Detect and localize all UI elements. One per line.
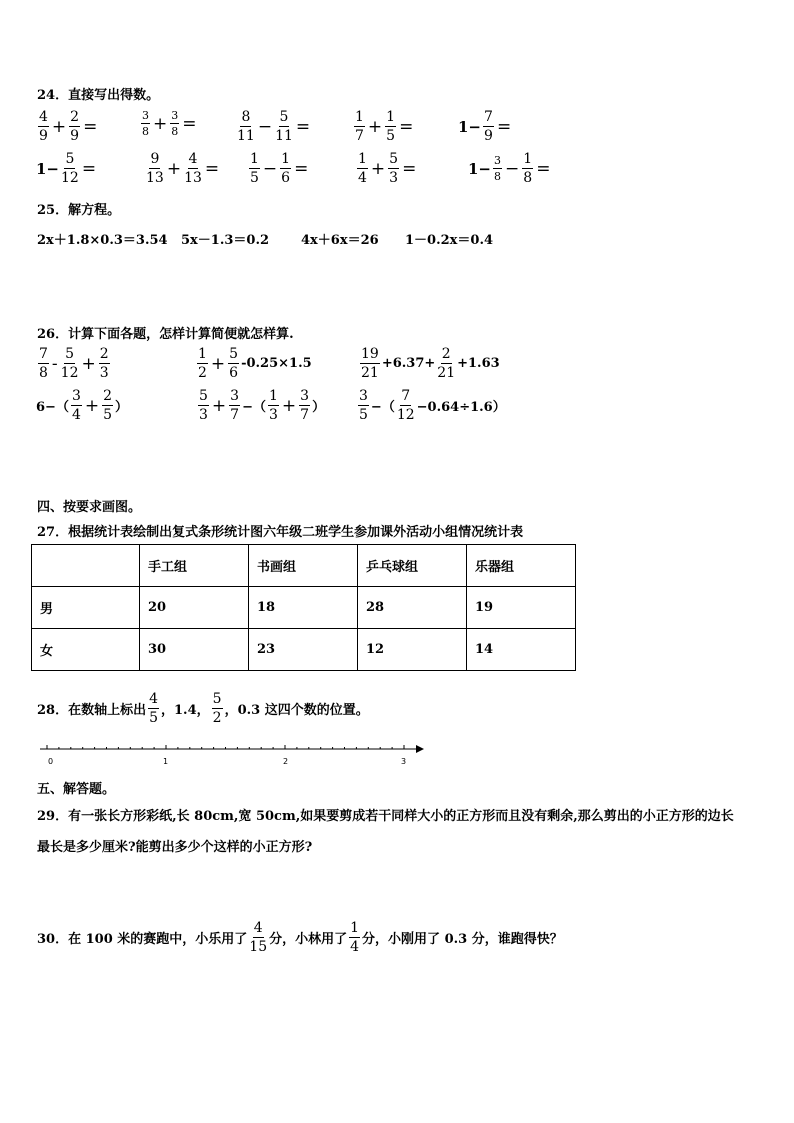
prefix: 1− [468, 159, 492, 178]
fraction [99, 347, 110, 380]
fraction [349, 921, 360, 954]
question-30 [37, 921, 563, 954]
fraction [280, 152, 291, 185]
fraction [61, 152, 79, 185]
arrow-right-icon [416, 745, 424, 753]
numerator: 4 [39, 109, 48, 125]
equation-1: 2x＋1.8×0.3＝3.54 [37, 233, 168, 248]
q24-item-3 [235, 110, 311, 143]
numerator: 1 [269, 388, 278, 404]
denominator: 12 [61, 170, 79, 186]
numerator: 3 [359, 388, 368, 404]
denominator: 3 [199, 407, 208, 423]
equals-sign: = [294, 158, 309, 179]
denominator: 4 [358, 170, 367, 186]
operator: − [262, 158, 278, 179]
q24-item-2 [139, 110, 198, 137]
fraction [237, 110, 255, 143]
fraction [170, 110, 179, 137]
table-header-cell: 乐器组 [467, 545, 576, 587]
numerator: 3 [71, 388, 81, 404]
numerator: 1 [281, 151, 291, 167]
numerator: 5 [389, 151, 399, 167]
denominator: 6 [281, 170, 291, 186]
q24-item-10 [468, 152, 551, 185]
fraction [229, 389, 240, 422]
expression-middle: +6.37+ [381, 356, 436, 371]
q26-expression-3 [358, 347, 500, 380]
denominator: 7 [230, 407, 240, 423]
fraction [493, 155, 502, 182]
numerator: 3 [230, 388, 240, 404]
table-cell: 20 [140, 587, 249, 629]
question-30-text: 分，小刚用了 0.3 分，谁跑得快？ [362, 932, 563, 947]
table-cell: 19 [467, 587, 576, 629]
expression-prefix: 6−（ [36, 400, 69, 415]
numerator: 5 [229, 346, 239, 362]
equals-sign: = [81, 158, 97, 179]
table-header-cell [32, 545, 140, 587]
numerator: 1 [350, 920, 360, 936]
numerator: 1 [250, 151, 259, 167]
prefix: 1− [458, 117, 482, 136]
numerator: 3 [142, 109, 149, 122]
numerator: 4 [149, 691, 159, 707]
equals-sign: = [204, 158, 220, 179]
fraction [212, 692, 223, 725]
question-28-text: 28．在数轴上标出 [37, 703, 147, 718]
fraction [38, 110, 49, 143]
denominator: 11 [237, 128, 255, 144]
denominator: 13 [146, 170, 164, 186]
fraction [275, 110, 293, 143]
question-30-text: 30．在 100 米的赛跑中，小乐用了 [37, 932, 248, 947]
table-row [32, 629, 576, 671]
denominator: 9 [70, 128, 80, 144]
denominator: 6 [229, 365, 239, 381]
numerator: 3 [171, 109, 179, 122]
denominator: 2 [198, 365, 207, 381]
denominator: 2 [212, 710, 222, 726]
fraction [388, 152, 399, 185]
question-26-title: 26．计算下面各题，怎样计算简便就怎样算. [37, 327, 294, 342]
activity-stats-table [31, 544, 576, 671]
q24-item-6 [36, 152, 97, 185]
numerator: 9 [150, 151, 160, 167]
numerator: 5 [65, 151, 75, 167]
table-row [32, 587, 576, 629]
fraction [148, 692, 159, 725]
question-24-title: 24．直接写出得数。 [37, 88, 160, 103]
equation-2: 5x－1.3＝0.2 [181, 233, 270, 248]
q24-item-7 [144, 152, 220, 185]
q24-item-8 [247, 152, 309, 185]
q26-expression-2 [195, 347, 312, 380]
fraction [249, 152, 260, 185]
numerator: 5 [212, 691, 222, 707]
denominator: 5 [386, 128, 396, 144]
question-29-line-2: 最长是多少厘米?能剪出多少个这样的小正方形? [37, 840, 313, 855]
denominator: 8 [39, 365, 48, 381]
numerator: 7 [401, 388, 411, 404]
question-28-text: ，0.3 这四个数的位置。 [224, 703, 369, 718]
q26-expression-1 [36, 347, 112, 380]
denominator: 9 [39, 128, 48, 144]
axis-label: 1 [163, 757, 169, 766]
q26-expression-4 [36, 389, 128, 422]
expression-tail: +1.63 [457, 356, 500, 371]
table-header-row [32, 545, 576, 587]
equals-sign: = [536, 158, 551, 179]
fraction [522, 152, 533, 185]
denominator: 8 [523, 170, 533, 186]
expression-tail: -0.25×1.5 [241, 356, 312, 371]
operator: + [51, 116, 67, 137]
number-line-axis [40, 738, 425, 770]
table-header-cell: 乒乓球组 [358, 545, 467, 587]
denominator: 12 [396, 407, 415, 423]
fraction [299, 389, 310, 422]
fraction [249, 921, 267, 954]
numerator: 2 [103, 388, 113, 404]
equation-4: 1－0.2x＝0.4 [405, 233, 494, 248]
fraction [69, 110, 80, 143]
numerator: 3 [300, 388, 310, 404]
axis-label: 3 [401, 757, 407, 766]
denominator: 7 [355, 128, 364, 144]
numerator: 3 [494, 154, 502, 167]
operator: − [505, 158, 520, 179]
expression-suffix: ） [115, 400, 129, 415]
question-30-text: 分，小林用了 [269, 932, 348, 947]
numerator: 2 [441, 346, 451, 362]
operator: - [51, 353, 58, 374]
denominator: 4 [350, 939, 360, 955]
table-header-cell: 手工组 [140, 545, 249, 587]
fraction [228, 347, 239, 380]
numerator: 1 [386, 109, 396, 125]
fraction [197, 347, 208, 380]
numerator: 5 [65, 346, 75, 362]
denominator: 5 [250, 170, 259, 186]
equals-sign: = [83, 116, 98, 137]
denominator: 5 [149, 710, 159, 726]
prefix: 1− [36, 159, 60, 178]
fraction [360, 347, 380, 380]
fraction [146, 152, 164, 185]
operator: − [257, 116, 273, 137]
denominator: 5 [103, 407, 113, 423]
numerator: 7 [484, 109, 493, 125]
q24-item-4 [352, 110, 414, 143]
denominator: 13 [184, 170, 202, 186]
denominator: 8 [494, 170, 502, 183]
denominator: 3 [389, 170, 399, 186]
equals-sign: = [402, 158, 417, 179]
fraction [71, 389, 82, 422]
denominator: 3 [99, 365, 109, 381]
operator: + [370, 158, 386, 179]
denominator: 21 [437, 365, 456, 381]
fraction [61, 347, 79, 380]
denominator: 3 [269, 407, 278, 423]
equals-sign: = [295, 116, 311, 137]
question-28 [37, 692, 369, 725]
equals-sign: = [182, 113, 197, 134]
fraction [385, 110, 396, 143]
operator: + [153, 113, 168, 134]
fraction [397, 389, 415, 422]
numerator: 1 [523, 151, 533, 167]
fraction [141, 110, 150, 137]
table-cell: 12 [358, 629, 467, 671]
denominator: 15 [249, 939, 268, 955]
table-header-cell: 书画组 [249, 545, 358, 587]
numerator: 2 [99, 346, 109, 362]
denominator: 11 [275, 128, 293, 144]
fraction [268, 389, 279, 422]
denominator: 8 [142, 125, 149, 138]
equals-sign: = [496, 116, 512, 137]
denominator: 21 [361, 365, 379, 381]
numerator: 1 [355, 109, 364, 125]
numerator: 1 [198, 346, 207, 362]
axis-label: 0 [48, 757, 54, 766]
operator: + [281, 395, 297, 416]
fraction [354, 110, 365, 143]
denominator: 8 [171, 125, 179, 138]
question-29-line-1: 29．有一张长方形彩纸,长 80cm,宽 50cm,如果要剪成若干同样大小的正方形而且没有剩余,那么剪出的小正方形的边长 [37, 809, 734, 824]
q26-expression-5 [196, 389, 325, 422]
table-cell: 23 [249, 629, 358, 671]
table-cell: 14 [467, 629, 576, 671]
question-28-text: ，1.4， [161, 703, 210, 718]
fraction [437, 347, 455, 380]
numerator: 7 [39, 346, 48, 362]
operator: + [84, 395, 100, 416]
table-cell: 18 [249, 587, 358, 629]
equation-3: 4x＋6x＝26 [301, 233, 379, 248]
numerator: 4 [188, 151, 198, 167]
operator: + [367, 116, 383, 137]
question-27-title: 27．根据统计表绘制出复式条形统计图六年级二班学生参加课外活动小组情况统计表 [37, 525, 524, 540]
table-cell: 28 [358, 587, 467, 629]
numerator: 5 [199, 388, 208, 404]
operator: + [210, 353, 226, 374]
denominator: 4 [71, 407, 81, 423]
section-5-title: 五、解答题。 [37, 782, 116, 797]
fraction [38, 347, 49, 380]
fraction [358, 389, 369, 422]
number-line [40, 738, 425, 774]
expression-suffix: ） [312, 400, 326, 415]
table-cell: 男 [32, 587, 140, 629]
numerator: 8 [241, 109, 251, 125]
number-line-ticks [47, 745, 404, 749]
fraction [184, 152, 202, 185]
denominator: 9 [484, 128, 493, 144]
axis-label: 2 [283, 757, 289, 766]
denominator: 5 [359, 407, 368, 423]
table-cell: 女 [32, 629, 140, 671]
section-4-title: 四、按要求画图。 [37, 500, 142, 515]
numerator: 19 [361, 346, 379, 362]
expression-middle: −（ [242, 400, 266, 415]
fraction [357, 152, 368, 185]
denominator: 7 [300, 407, 310, 423]
operator: + [211, 395, 227, 416]
denominator: 12 [60, 365, 79, 381]
expression-tail: −0.64÷1.6） [416, 400, 506, 415]
fraction [102, 389, 113, 422]
question-25-title: 25．解方程。 [37, 203, 121, 218]
numerator: 1 [358, 151, 367, 167]
operator: + [166, 158, 182, 179]
q24-item-5 [458, 110, 512, 143]
fraction [198, 389, 209, 422]
q24-item-9 [355, 152, 417, 185]
q26-expression-6 [356, 389, 506, 422]
q24-item-1 [36, 110, 98, 143]
numerator: 5 [279, 109, 289, 125]
fraction [483, 110, 494, 143]
expression-middle: −（ [370, 400, 395, 415]
equals-sign: = [399, 116, 414, 137]
numerator: 2 [70, 109, 80, 125]
table-cell: 30 [140, 629, 249, 671]
numerator: 4 [253, 920, 263, 936]
operator: + [81, 353, 96, 374]
